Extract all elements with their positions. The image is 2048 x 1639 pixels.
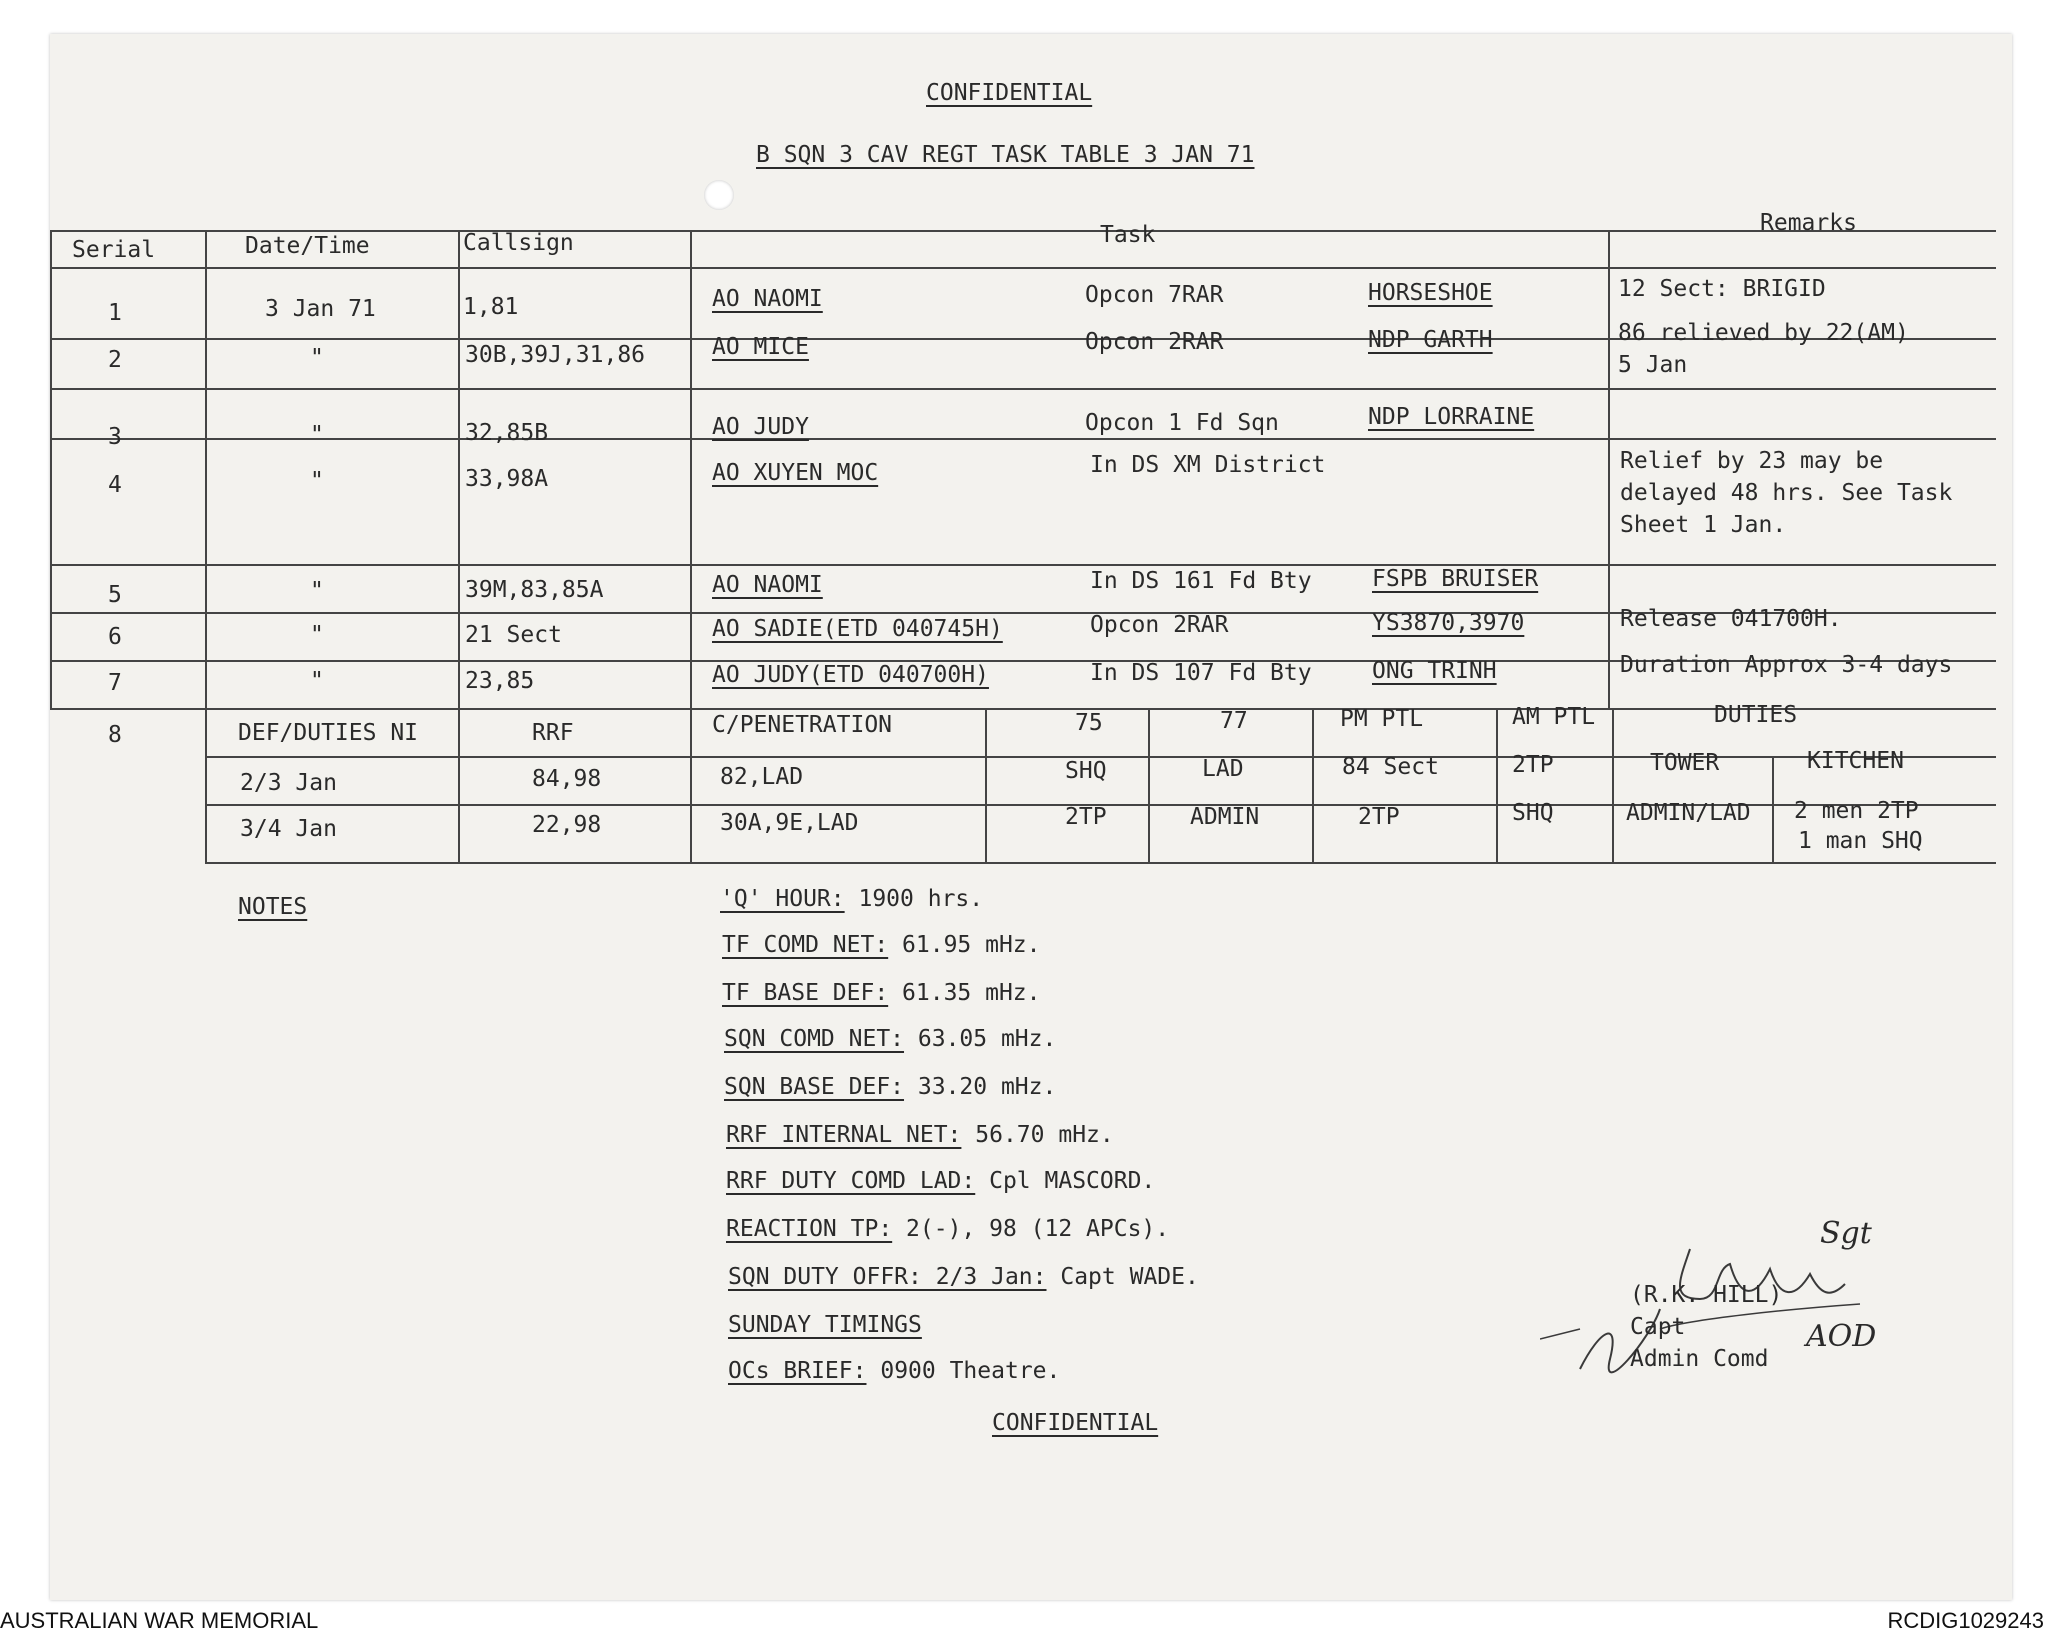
callsign-6: 21 Sect [465,622,562,648]
serial-7: 7 [108,670,122,696]
s8-header-75: 75 [1075,710,1103,736]
remarks-4-line3: Sheet 1 Jan. [1620,512,1787,538]
s8-row1-pm: 84 Sect [1342,754,1439,780]
s8-header-duties: DUTIES [1714,702,1798,728]
handwritten-signature [1540,1209,2020,1409]
col-header-remarks: Remarks [1760,210,1857,236]
note-rrf-duty-comd: RRF DUTY COMD LAD: Cpl MASCORD. [726,1168,1156,1194]
s8-row2-rrf: 22,98 [532,812,602,838]
note-ocs-brief: OCs BRIEF: 0900 Theatre. [728,1358,1061,1384]
callsign-5: 39M,83,85A [465,577,604,603]
s8-row1-penetration: 82,LAD [720,764,804,790]
serial-1: 1 [108,300,122,326]
footer-record-id: RCDIG1029243 [1887,1608,2044,1633]
ao-3: AO JUDY [712,414,809,440]
notes-heading: NOTES [238,894,308,920]
s8-header-pm-ptl: PM PTL [1340,706,1424,732]
document-title: B SQN 3 CAV REGT TASK TABLE 3 JAN 71 [756,142,1255,168]
col-header-datetime: Date/Time [245,233,370,259]
handwritten-aod: AOD [1806,1319,1877,1354]
signatory-rank: Capt [1630,1314,1686,1340]
remarks-4-line2: delayed 48 hrs. See Task [1620,480,1953,506]
control-4: In DS XM District [1090,452,1326,478]
s8-header-def: DEF/DUTIES NI [238,720,419,746]
callsign-3: 32,85B [465,420,549,446]
date-4: " [310,468,324,494]
note-sqn-base-def: SQN BASE DEF: 33.20 mHz. [724,1074,1057,1100]
s8-row2-tower: ADMIN/LAD [1626,800,1751,826]
note-sqn-comd-net: SQN COMD NET: 63.05 mHz. [724,1026,1057,1052]
date-7: " [310,668,324,694]
s8-row2-pm: 2TP [1358,804,1400,830]
s8-header-am-ptl: AM PTL [1512,704,1596,730]
remarks-2-line1: 86 relieved by 22(AM) [1618,320,1909,346]
note-rrf-internal-net: RRF INTERNAL NET: 56.70 mHz. [726,1122,1114,1148]
callsign-4: 33,98A [465,466,549,492]
s8-row1-rrf: 84,98 [532,766,602,792]
remarks-1-line1: 12 Sect: BRIGID [1618,276,1826,302]
note-sqn-duty-offr: SQN DUTY OFFR: 2/3 Jan: Capt WADE. [728,1264,1199,1290]
control-1: Opcon 7RAR [1085,282,1224,308]
remarks-7-line1: Duration Approx 3-4 days [1620,652,1953,678]
s8-header-penetration: C/PENETRATION [712,712,893,738]
s8-header-77: 77 [1220,708,1248,734]
s8-row2-am: SHQ [1512,800,1554,826]
ao-7: AO JUDY(ETD 040700H) [712,662,989,688]
serial-8: 8 [108,722,122,748]
remarks-2-line2: 5 Jan [1618,352,1688,378]
s8-row2-kitchen-line2: 1 man SHQ [1798,828,1923,854]
ao-5: AO NAOMI [712,572,823,598]
date-1: 3 Jan 71 [265,296,376,322]
remarks-4-line1: Relief by 23 may be [1620,448,1884,474]
s8-header-tower: TOWER [1650,750,1720,776]
callsign-2: 30B,39J,31,86 [465,342,646,368]
ao-4: AO XUYEN MOC [712,460,879,486]
signatory-appointment: Admin Comd [1630,1346,1769,1372]
s8-row2-75: 2TP [1065,804,1107,830]
s8-row2-penetration: 30A,9E,LAD [720,810,859,836]
punch-hole [704,180,734,210]
note-sunday-timings: SUNDAY TIMINGS [728,1312,922,1338]
footer-archive-name: AUSTRALIAN WAR MEMORIAL [0,1608,319,1633]
ao-2: AO MICE [712,334,809,360]
s8-row2-kitchen-line1: 2 men 2TP [1794,798,1919,824]
ao-6: AO SADIE(ETD 040745H) [712,616,1003,642]
serial-4: 4 [108,472,122,498]
date-6: " [310,622,324,648]
s8-header-rrf: RRF [532,720,574,746]
ao-1: AO NAOMI [712,286,823,312]
serial-6: 6 [108,624,122,650]
col-header-task: Task [1100,222,1156,248]
location-2: NDP GARTH [1368,327,1493,353]
control-3: Opcon 1 Fd Sqn [1085,410,1279,436]
date-3: " [310,422,324,448]
location-6: YS3870,3970 [1372,610,1525,636]
control-6: Opcon 2RAR [1090,612,1229,638]
location-7: ONG TRINH [1372,658,1497,684]
note-reaction-tp: REACTION TP: 2(-), 98 (12 APCs). [726,1216,1170,1242]
location-5: FSPB BRUISER [1372,566,1539,592]
s8-header-kitchen: KITCHEN [1807,748,1904,774]
s8-row2-date: 3/4 Jan [240,816,337,842]
date-5: " [310,578,324,604]
callsign-1: 1,81 [463,294,519,320]
note-tf-comd-net: TF COMD NET: 61.95 mHz. [722,932,1041,958]
col-header-serial: Serial [72,237,156,263]
s8-row1-77: LAD [1202,756,1244,782]
serial-3: 3 [108,424,122,450]
s8-row2-77: ADMIN [1190,804,1260,830]
signatory-name: (R.K. HILL) [1630,1282,1783,1308]
handwritten-sgt: Sgt [1820,1216,1872,1251]
serial-5: 5 [108,582,122,608]
control-5: In DS 161 Fd Bty [1090,568,1312,594]
s8-row1-75: SHQ [1065,758,1107,784]
document-sheet [50,34,2012,1600]
date-2: " [310,345,324,371]
location-1: HORSESHOE [1368,280,1493,306]
control-7: In DS 107 Fd Bty [1090,660,1312,686]
s8-row1-am: 2TP [1512,752,1554,778]
classification-top: CONFIDENTIAL [926,80,1093,106]
note-q-hour: 'Q' HOUR: 1900 hrs. [720,886,984,912]
col-header-callsign: Callsign [463,230,574,256]
remarks-6-line1: Release 041700H. [1620,606,1842,632]
control-2: Opcon 2RAR [1085,329,1224,355]
location-3: NDP LORRAINE [1368,404,1535,430]
classification-bottom: CONFIDENTIAL [992,1410,1159,1436]
note-tf-base-def: TF BASE DEF: 61.35 mHz. [722,980,1041,1006]
callsign-7: 23,85 [465,668,535,694]
s8-row1-date: 2/3 Jan [240,770,337,796]
serial-2: 2 [108,347,122,373]
